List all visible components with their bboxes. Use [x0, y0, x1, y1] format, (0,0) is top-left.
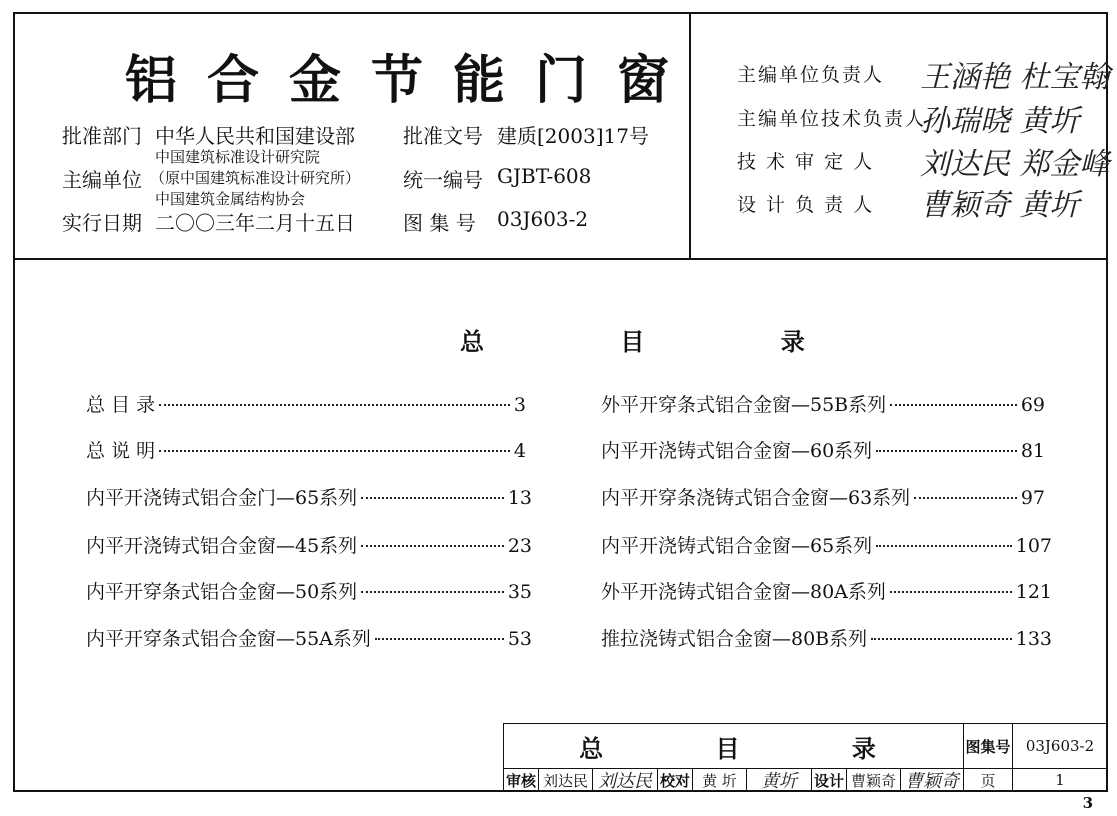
toc-entry-page: 13 — [507, 487, 532, 509]
leader-dots — [159, 404, 510, 406]
toc-entry[interactable] — [86, 531, 532, 558]
leader-dots — [361, 545, 504, 547]
toc-entry-title: 内平开浇铸式铝合金窗—45系列 — [86, 535, 358, 557]
leader-dots — [361, 591, 504, 593]
toc-entry-page: 121 — [1015, 581, 1052, 603]
toc-entry-title: 内平开浇铸式铝合金门—65系列 — [86, 487, 358, 509]
leader-dots — [375, 638, 504, 640]
toc-entry-title: 内平开浇铸式铝合金窗—65系列 — [601, 535, 873, 557]
design-signature: 曹颖奇 — [900, 768, 964, 792]
toc-entry[interactable] — [601, 483, 1045, 510]
review-signature: 刘达民 — [592, 768, 658, 792]
approve-doc-label: 批准文号 — [403, 124, 483, 148]
toc-entry[interactable] — [601, 531, 1052, 558]
toc-entry[interactable] — [86, 390, 526, 417]
signature: 孙瑞晓 黄圻 — [920, 104, 1080, 139]
toc-entry[interactable] — [86, 436, 526, 463]
responsible-role: 技 术 审 定 人 — [737, 151, 875, 173]
sheet-page-number: 3 — [1082, 794, 1093, 812]
header-divider — [13, 258, 1108, 260]
approve-doc-value: 建质[2003]17号 — [497, 124, 649, 148]
unified-no-value: GJBT-608 — [497, 164, 592, 188]
signature: 曹颖奇 黄圻 — [920, 188, 1080, 223]
design-label: 设计 — [811, 768, 847, 792]
editor-unit-line2: （原中国建筑标准设计研究所） — [150, 169, 361, 187]
leader-dots — [159, 450, 510, 452]
effective-date-label: 实行日期 — [62, 211, 142, 235]
toc-entry-page: 97 — [1020, 487, 1045, 509]
design-name: 曹颖奇 — [846, 768, 901, 792]
effective-date-value: 二〇〇三年二月十五日 — [155, 211, 355, 235]
title-block-title: 总 目 录 — [503, 723, 964, 769]
toc-entry-page: 3 — [513, 394, 526, 416]
toc-entry-page: 4 — [513, 440, 526, 462]
unified-no-label: 统一编号 — [403, 168, 483, 192]
toc-entry-page: 53 — [507, 628, 532, 650]
toc-entry[interactable] — [601, 624, 1052, 651]
toc-heading: 总 目 录 — [460, 328, 869, 356]
leader-dots — [876, 450, 1017, 452]
check-signature: 黄圻 — [746, 768, 812, 792]
title-block-atlas-value: 03J603-2 — [1012, 723, 1108, 769]
atlas-no-label: 图 集 号 — [403, 211, 476, 235]
toc-entry-page: 107 — [1015, 535, 1052, 557]
toc-entry[interactable] — [601, 436, 1045, 463]
editor-unit-label: 主编单位 — [62, 168, 142, 192]
review-name: 刘达民 — [538, 768, 593, 792]
toc-entry-title: 推拉浇铸式铝合金窗—80B系列 — [601, 628, 868, 650]
responsible-role: 主编单位技术负责人 — [737, 108, 927, 130]
toc-entry-title: 内平开穿条浇铸式铝合金窗—63系列 — [601, 487, 911, 509]
leader-dots — [890, 591, 1012, 593]
leader-dots — [871, 638, 1012, 640]
leader-dots — [890, 404, 1017, 406]
atlas-no-value: 03J603-2 — [497, 207, 589, 231]
approve-dept-value: 中华人民共和国建设部 — [155, 124, 355, 148]
document-title: 铝合金节能门窗 — [125, 51, 700, 111]
page-label: 页 — [963, 768, 1013, 792]
responsible-role: 设 计 负 责 人 — [737, 194, 875, 216]
toc-entry-page: 35 — [507, 581, 532, 603]
responsible-role: 主编单位负责人 — [737, 64, 885, 86]
toc-entry-page: 81 — [1020, 440, 1045, 462]
editor-unit-line3: 中国建筑金属结构协会 — [155, 190, 306, 208]
toc-entry-page: 69 — [1020, 394, 1045, 416]
toc-entry[interactable] — [601, 390, 1045, 417]
toc-entry-title: 内平开穿条式铝合金窗—50系列 — [86, 581, 358, 603]
toc-entry[interactable] — [601, 577, 1052, 604]
approve-dept-label: 批准部门 — [62, 124, 142, 148]
check-name: 黄 圻 — [692, 768, 747, 792]
toc-entry-page: 23 — [507, 535, 532, 557]
title-block-atlas-label: 图集号 — [963, 723, 1013, 769]
signature: 王涵艳 杜宝翰 — [920, 60, 1110, 95]
toc-entry-page: 133 — [1015, 628, 1052, 650]
review-label: 审核 — [503, 768, 539, 792]
toc-entry-title: 外平开穿条式铝合金窗—55B系列 — [601, 394, 887, 416]
toc-entry-title: 外平开浇铸式铝合金窗—80A系列 — [601, 581, 886, 603]
toc-entry-title: 总 说 明 — [86, 440, 156, 462]
toc-entry-title: 内平开浇铸式铝合金窗—60系列 — [601, 440, 873, 462]
toc-entry-title: 总 目 录 — [86, 394, 156, 416]
leader-dots — [361, 497, 504, 499]
toc-entry-title: 内平开穿条式铝合金窗—55A系列 — [86, 628, 371, 650]
toc-entry[interactable] — [86, 624, 532, 651]
page-value: 1 — [1012, 768, 1108, 792]
toc-entry[interactable] — [86, 483, 532, 510]
leader-dots — [914, 497, 1017, 499]
toc-entry[interactable] — [86, 577, 532, 604]
check-label: 校对 — [657, 768, 693, 792]
leader-dots — [876, 545, 1012, 547]
signature: 刘达民 郑金峰 — [920, 147, 1110, 182]
editor-unit-line1: 中国建筑标准设计研究院 — [155, 148, 321, 166]
